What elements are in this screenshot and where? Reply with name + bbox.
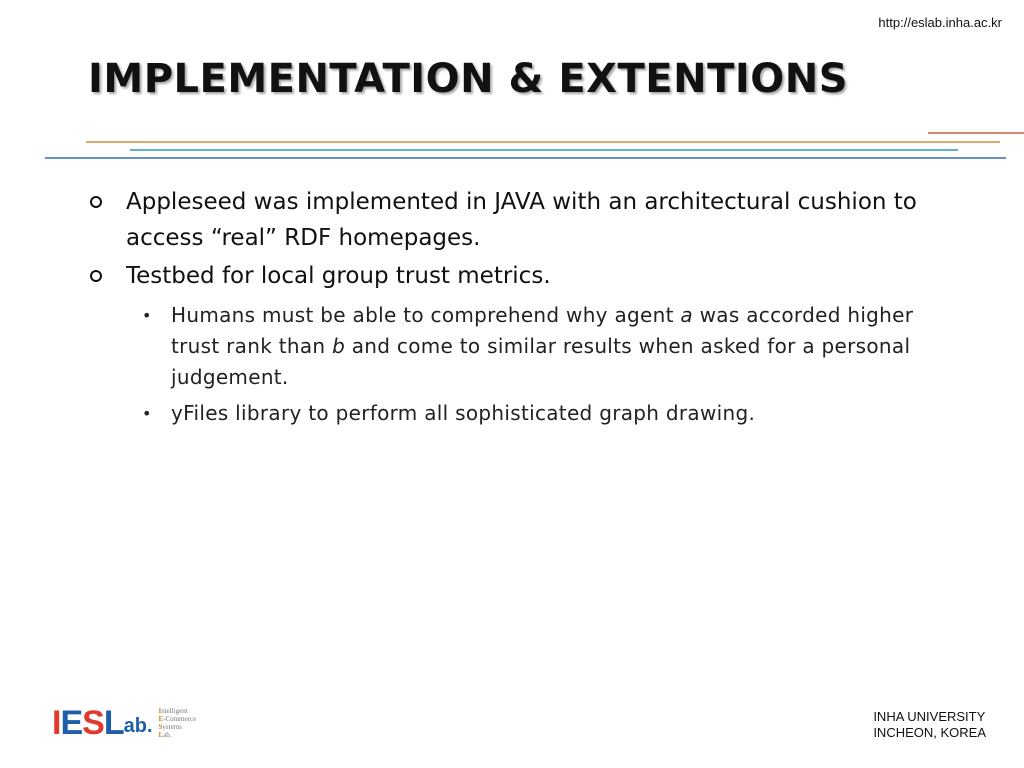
sub-bullet-list xyxy=(88,300,918,429)
sub-bullet-text-part: was accorded higher trust rank than xyxy=(171,303,914,358)
logo-ab: ab. xyxy=(123,715,153,737)
bullet-text: Appleseed was implemented in JAVA with an architectural cushion to access “real” RDF homepages. xyxy=(126,189,917,251)
ieslab-logo xyxy=(52,705,196,741)
variable-b: b xyxy=(332,334,346,358)
dot-bullet-icon: • xyxy=(142,404,152,423)
sub-bullet-text: yFiles library to perform all sophisticated graph drawing. xyxy=(171,401,756,425)
logo-sub-line: Lab. xyxy=(158,731,172,739)
bullet-item xyxy=(88,184,918,256)
sub-bullet-text-part: and come to similar results when asked for a personal judgement. xyxy=(171,334,911,389)
slide-body xyxy=(88,184,918,434)
header-url: http://eslab.inha.ac.kr xyxy=(878,15,1002,30)
footer-line-university: INHA UNIVERSITY xyxy=(873,709,986,724)
hollow-circle-bullet-icon xyxy=(90,196,102,208)
logo-sub-line: Intelligent xyxy=(158,707,188,715)
hollow-circle-bullet-icon xyxy=(90,270,102,282)
dot-bullet-icon: • xyxy=(142,306,152,325)
sub-bullet-text-part: Humans must be able to comprehend why agent xyxy=(171,303,681,327)
logo-sub-line: Systems xyxy=(158,723,182,731)
variable-a: a xyxy=(680,303,693,327)
logo-letter-s: S xyxy=(82,704,104,742)
slide-title: IMPLEMENTATION & EXTENTIONS xyxy=(88,56,849,102)
footer-line-location: INCHEON, KOREA xyxy=(873,725,986,740)
logo-letter-l: L xyxy=(103,704,124,742)
sub-bullet-item xyxy=(136,398,918,429)
logo-subtitle xyxy=(159,707,197,739)
decorative-lines xyxy=(0,128,1024,164)
logo-sub-line: E-Commerce xyxy=(158,715,197,723)
logo-letter-e: E xyxy=(60,704,83,742)
sub-bullet-item xyxy=(136,300,918,393)
bullet-item xyxy=(88,258,918,294)
footer-institution xyxy=(873,709,986,741)
bullet-text: Testbed for local group trust metrics. xyxy=(126,263,551,289)
logo-letter-i: I xyxy=(52,704,61,742)
